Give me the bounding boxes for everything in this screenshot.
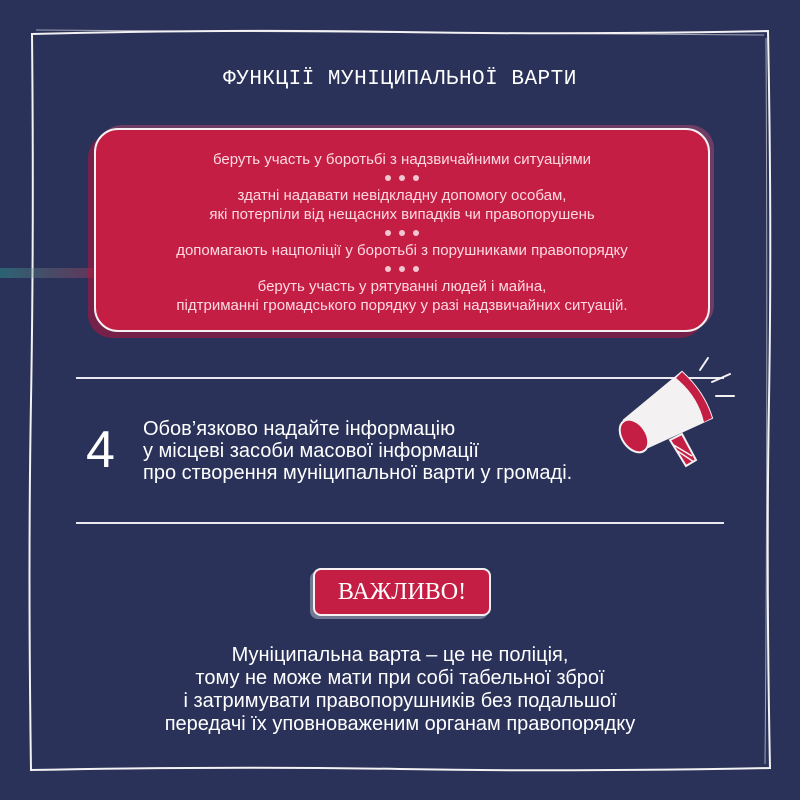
step-line: про створення муніципальної варти у громаді. xyxy=(143,462,573,484)
step-number: 4 xyxy=(86,421,115,479)
function-item xyxy=(96,150,708,169)
function-item xyxy=(96,186,708,224)
note-line: тому не може мати при собі табельної зброї xyxy=(195,667,605,689)
function-line: беруть участь у боротьбі з надзвичайними ситуаціями xyxy=(212,151,592,168)
functions-panel xyxy=(94,128,710,332)
important-note xyxy=(0,644,800,736)
function-line: допомагають нацполіції у боротьбі з порушниками правопорядку xyxy=(176,242,628,259)
function-line: які потерпіли від нещасних випадків чи правопорушень xyxy=(209,206,595,223)
step-line: Обов’язково надайте інформацію xyxy=(143,418,456,440)
dots-separator xyxy=(96,266,708,273)
note-line: Муніципальна варта – це не поліція, xyxy=(231,644,569,666)
function-line: підтриманні громадського порядку у разі надзвичайних ситуацій. xyxy=(176,297,628,314)
note-line: і затримувати правопорушників без подальшої xyxy=(183,690,617,712)
important-badge: ВАЖЛИВО! xyxy=(313,568,491,616)
megaphone-icon xyxy=(612,356,740,476)
step-text xyxy=(143,418,663,484)
function-line: здатні надавати невідкладну допомогу особам, xyxy=(237,187,567,204)
step-line: у місцеві засоби масової інформації xyxy=(143,440,479,462)
dots-separator xyxy=(96,230,708,237)
function-item xyxy=(96,277,708,315)
divider xyxy=(76,522,724,524)
function-item xyxy=(96,241,708,260)
page-title: ФУНКЦІЇ МУНІЦИПАЛЬНОЇ ВАРТИ xyxy=(223,68,577,91)
dots-separator xyxy=(96,175,708,182)
note-line: передачі їх уповноваженим органам правопорядку xyxy=(164,713,636,735)
function-line: беруть участь у рятуванні людей і майна, xyxy=(257,278,547,295)
